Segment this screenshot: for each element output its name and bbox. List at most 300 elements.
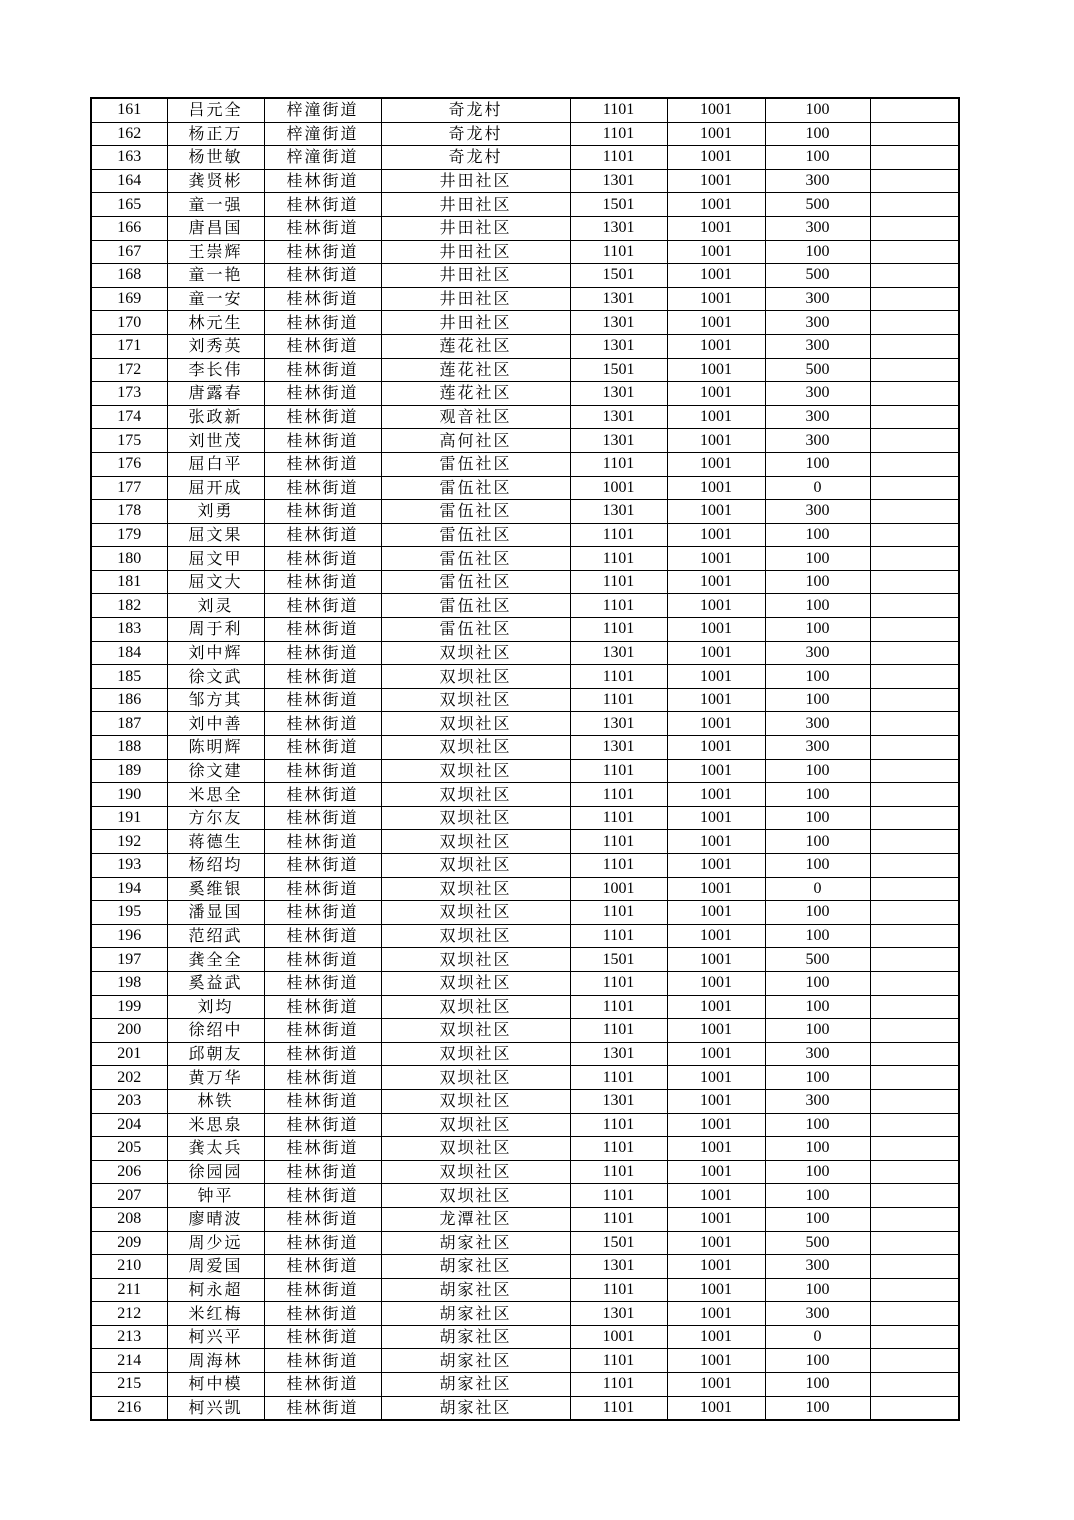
cell-name: 柯永超 [167,1278,264,1302]
cell-remark [870,830,959,854]
cell-community: 双坝社区 [381,1042,570,1066]
cell-code-b: 1001 [667,358,765,382]
cell-name: 潘显国 [167,901,264,925]
cell-code-a: 1101 [570,806,667,830]
cell-remark [870,995,959,1019]
cell-community: 雷伍社区 [381,618,570,642]
cell-code-b: 1001 [667,1042,765,1066]
cell-street: 桂林街道 [264,1396,381,1420]
cell-name: 钟平 [167,1184,264,1208]
cell-name: 童一安 [167,287,264,311]
cell-no: 188 [91,736,167,760]
cell-remark [870,806,959,830]
cell-community: 井田社区 [381,311,570,335]
cell-remark [870,1231,959,1255]
cell-amount: 100 [765,830,870,854]
cell-code-a: 1101 [570,901,667,925]
cell-code-a: 1301 [570,382,667,406]
cell-code-a: 1101 [570,594,667,618]
cell-name: 王崇辉 [167,240,264,264]
cell-code-b: 1001 [667,452,765,476]
cell-community: 胡家社区 [381,1255,570,1279]
cell-code-a: 1101 [570,783,667,807]
cell-code-b: 1001 [667,547,765,571]
cell-code-a: 1101 [570,547,667,571]
table-row [91,594,959,618]
table-row [91,1278,959,1302]
cell-street: 桂林街道 [264,1255,381,1279]
cell-code-b: 1001 [667,98,765,122]
cell-community: 胡家社区 [381,1278,570,1302]
cell-amount: 100 [765,1207,870,1231]
cell-name: 方尔友 [167,806,264,830]
cell-amount: 0 [765,877,870,901]
table-row [91,1019,959,1043]
table-row [91,877,959,901]
table-row [91,830,959,854]
table-row [91,1113,959,1137]
cell-amount: 100 [765,122,870,146]
cell-code-b: 1001 [667,122,765,146]
cell-amount: 500 [765,264,870,288]
table-row [91,1325,959,1349]
cell-no: 187 [91,712,167,736]
cell-street: 桂林街道 [264,476,381,500]
cell-amount: 300 [765,712,870,736]
cell-community: 井田社区 [381,216,570,240]
cell-no: 192 [91,830,167,854]
table-row [91,476,959,500]
cell-remark [870,1113,959,1137]
cell-community: 双坝社区 [381,783,570,807]
cell-no: 165 [91,193,167,217]
cell-no: 161 [91,98,167,122]
cell-name: 刘中善 [167,712,264,736]
table-row [91,971,959,995]
cell-remark [870,382,959,406]
cell-remark [870,287,959,311]
cell-remark [870,1160,959,1184]
cell-name: 林元生 [167,311,264,335]
cell-code-b: 1001 [667,405,765,429]
cell-amount: 100 [765,1137,870,1161]
cell-name: 陈明辉 [167,736,264,760]
cell-name: 杨世敏 [167,146,264,170]
cell-remark [870,924,959,948]
cell-amount: 500 [765,948,870,972]
cell-remark [870,1042,959,1066]
cell-amount: 100 [765,570,870,594]
cell-no: 180 [91,547,167,571]
cell-no: 191 [91,806,167,830]
table-row [91,1042,959,1066]
cell-code-a: 1101 [570,1278,667,1302]
cell-community: 双坝社区 [381,830,570,854]
table-row [91,287,959,311]
cell-name: 屈开成 [167,476,264,500]
cell-community: 雷伍社区 [381,523,570,547]
table-row [91,901,959,925]
table-row [91,1373,959,1397]
cell-remark [870,1325,959,1349]
cell-amount: 100 [765,1019,870,1043]
cell-no: 186 [91,688,167,712]
cell-code-a: 1101 [570,924,667,948]
table-row [91,736,959,760]
cell-code-b: 1001 [667,854,765,878]
cell-code-b: 1001 [667,1113,765,1137]
cell-name: 吕元全 [167,98,264,122]
table-row [91,547,959,571]
cell-amount: 100 [765,240,870,264]
table-row [91,429,959,453]
cell-name: 黄万华 [167,1066,264,1090]
cell-amount: 100 [765,783,870,807]
cell-name: 柯兴凯 [167,1396,264,1420]
cell-amount: 300 [765,1255,870,1279]
cell-community: 双坝社区 [381,736,570,760]
cell-code-b: 1001 [667,594,765,618]
cell-no: 173 [91,382,167,406]
cell-remark [870,240,959,264]
cell-name: 杨绍均 [167,854,264,878]
cell-street: 桂林街道 [264,783,381,807]
cell-street: 梓潼街道 [264,122,381,146]
cell-amount: 100 [765,854,870,878]
cell-code-a: 1101 [570,523,667,547]
cell-name: 童一艳 [167,264,264,288]
cell-code-a: 1101 [570,1137,667,1161]
cell-amount: 100 [765,618,870,642]
cell-community: 双坝社区 [381,806,570,830]
cell-street: 桂林街道 [264,594,381,618]
cell-street: 桂林街道 [264,452,381,476]
cell-amount: 300 [765,311,870,335]
cell-street: 桂林街道 [264,877,381,901]
cell-no: 171 [91,334,167,358]
cell-community: 双坝社区 [381,1160,570,1184]
cell-no: 175 [91,429,167,453]
cell-street: 桂林街道 [264,712,381,736]
cell-name: 童一强 [167,193,264,217]
cell-community: 双坝社区 [381,1066,570,1090]
cell-code-a: 1001 [570,476,667,500]
cell-community: 胡家社区 [381,1373,570,1397]
cell-street: 桂林街道 [264,240,381,264]
cell-street: 桂林街道 [264,1373,381,1397]
cell-remark [870,1373,959,1397]
cell-community: 奇龙村 [381,122,570,146]
cell-amount: 100 [765,1066,870,1090]
cell-community: 双坝社区 [381,1019,570,1043]
cell-code-a: 1301 [570,1089,667,1113]
cell-community: 双坝社区 [381,665,570,689]
cell-code-a: 1101 [570,1160,667,1184]
cell-amount: 100 [765,971,870,995]
cell-code-b: 1001 [667,1373,765,1397]
cell-amount: 100 [765,901,870,925]
cell-amount: 100 [765,547,870,571]
cell-community: 双坝社区 [381,641,570,665]
cell-code-a: 1301 [570,500,667,524]
cell-name: 奚维银 [167,877,264,901]
cell-name: 唐露春 [167,382,264,406]
cell-no: 203 [91,1089,167,1113]
table-row [91,995,959,1019]
cell-community: 奇龙村 [381,98,570,122]
cell-code-b: 1001 [667,618,765,642]
cell-name: 屈文果 [167,523,264,547]
cell-amount: 300 [765,1042,870,1066]
cell-street: 桂林街道 [264,334,381,358]
cell-name: 屈文甲 [167,547,264,571]
cell-amount: 300 [765,287,870,311]
cell-amount: 100 [765,146,870,170]
cell-code-a: 1301 [570,1302,667,1326]
table-row [91,240,959,264]
cell-code-b: 1001 [667,476,765,500]
table-row [91,1302,959,1326]
cell-no: 162 [91,122,167,146]
cell-code-b: 1001 [667,948,765,972]
cell-code-a: 1101 [570,1184,667,1208]
cell-no: 184 [91,641,167,665]
cell-street: 桂林街道 [264,358,381,382]
table-row [91,806,959,830]
cell-community: 双坝社区 [381,1089,570,1113]
cell-name: 周少远 [167,1231,264,1255]
cell-community: 莲花社区 [381,334,570,358]
cell-no: 198 [91,971,167,995]
cell-amount: 0 [765,476,870,500]
cell-amount: 100 [765,523,870,547]
table-row [91,523,959,547]
cell-remark [870,1396,959,1420]
cell-code-b: 1001 [667,1089,765,1113]
cell-code-a: 1101 [570,146,667,170]
cell-remark [870,193,959,217]
cell-name: 范绍武 [167,924,264,948]
cell-street: 桂林街道 [264,1137,381,1161]
cell-code-a: 1501 [570,948,667,972]
cell-community: 双坝社区 [381,971,570,995]
table-row [91,193,959,217]
cell-street: 桂林街道 [264,830,381,854]
cell-name: 徐文武 [167,665,264,689]
cell-no: 170 [91,311,167,335]
table-row [91,334,959,358]
cell-code-a: 1301 [570,712,667,736]
cell-code-b: 1001 [667,1278,765,1302]
cell-code-b: 1001 [667,240,765,264]
cell-code-a: 1301 [570,216,667,240]
cell-code-a: 1501 [570,264,667,288]
cell-remark [870,594,959,618]
cell-amount: 100 [765,452,870,476]
table-row [91,146,959,170]
cell-code-b: 1001 [667,500,765,524]
cell-name: 周海林 [167,1349,264,1373]
cell-street: 桂林街道 [264,665,381,689]
cell-name: 张政新 [167,405,264,429]
cell-code-b: 1001 [667,736,765,760]
cell-name: 邹方其 [167,688,264,712]
table-row [91,122,959,146]
cell-amount: 100 [765,1349,870,1373]
cell-community: 观音社区 [381,405,570,429]
data-sheet [90,97,960,1421]
cell-code-a: 1001 [570,1325,667,1349]
cell-community: 双坝社区 [381,877,570,901]
cell-code-a: 1101 [570,452,667,476]
table-row [91,500,959,524]
cell-code-b: 1001 [667,146,765,170]
cell-code-a: 1301 [570,311,667,335]
cell-amount: 300 [765,736,870,760]
cell-code-a: 1001 [570,877,667,901]
cell-no: 195 [91,901,167,925]
table-row [91,382,959,406]
cell-name: 刘勇 [167,500,264,524]
cell-code-a: 1501 [570,193,667,217]
cell-code-b: 1001 [667,688,765,712]
cell-no: 185 [91,665,167,689]
cell-code-b: 1001 [667,924,765,948]
table-row [91,1089,959,1113]
table-row [91,1137,959,1161]
cell-remark [870,759,959,783]
cell-community: 双坝社区 [381,854,570,878]
cell-code-a: 1301 [570,287,667,311]
cell-code-a: 1101 [570,995,667,1019]
cell-amount: 300 [765,405,870,429]
cell-street: 桂林街道 [264,570,381,594]
cell-name: 唐昌国 [167,216,264,240]
cell-amount: 300 [765,500,870,524]
cell-street: 桂林街道 [264,806,381,830]
table-body [91,98,959,1420]
cell-code-a: 1101 [570,1019,667,1043]
cell-remark [870,641,959,665]
table-row [91,1160,959,1184]
cell-remark [870,688,959,712]
cell-street: 桂林街道 [264,1184,381,1208]
cell-community: 双坝社区 [381,901,570,925]
cell-remark [870,429,959,453]
cell-street: 桂林街道 [264,995,381,1019]
cell-street: 桂林街道 [264,382,381,406]
cell-street: 桂林街道 [264,1278,381,1302]
table-row [91,358,959,382]
cell-community: 奇龙村 [381,146,570,170]
cell-remark [870,264,959,288]
cell-name: 杨正万 [167,122,264,146]
cell-code-a: 1301 [570,334,667,358]
cell-code-a: 1501 [570,1231,667,1255]
cell-street: 桂林街道 [264,264,381,288]
cell-name: 廖晴波 [167,1207,264,1231]
cell-code-a: 1101 [570,830,667,854]
cell-no: 168 [91,264,167,288]
cell-no: 182 [91,594,167,618]
cell-code-b: 1001 [667,169,765,193]
cell-community: 双坝社区 [381,948,570,972]
cell-no: 194 [91,877,167,901]
cell-street: 桂林街道 [264,759,381,783]
table-row [91,216,959,240]
cell-code-a: 1101 [570,618,667,642]
cell-code-b: 1001 [667,216,765,240]
cell-remark [870,948,959,972]
cell-community: 胡家社区 [381,1231,570,1255]
cell-code-b: 1001 [667,382,765,406]
cell-no: 215 [91,1373,167,1397]
cell-community: 双坝社区 [381,1137,570,1161]
cell-amount: 100 [765,594,870,618]
cell-code-b: 1001 [667,1231,765,1255]
cell-community: 胡家社区 [381,1325,570,1349]
cell-code-b: 1001 [667,1302,765,1326]
table-row [91,854,959,878]
cell-code-a: 1301 [570,429,667,453]
cell-no: 208 [91,1207,167,1231]
cell-code-a: 1101 [570,665,667,689]
cell-remark [870,1184,959,1208]
cell-community: 双坝社区 [381,712,570,736]
cell-community: 井田社区 [381,287,570,311]
cell-no: 216 [91,1396,167,1420]
cell-name: 龚全全 [167,948,264,972]
cell-remark [870,1255,959,1279]
cell-no: 176 [91,452,167,476]
cell-amount: 300 [765,1302,870,1326]
cell-code-b: 1001 [667,665,765,689]
cell-amount: 100 [765,1184,870,1208]
cell-code-b: 1001 [667,1396,765,1420]
cell-remark [870,98,959,122]
table-row [91,688,959,712]
table-row [91,948,959,972]
cell-street: 桂林街道 [264,193,381,217]
cell-street: 桂林街道 [264,500,381,524]
cell-code-b: 1001 [667,570,765,594]
table-row [91,618,959,642]
cell-code-a: 1101 [570,1113,667,1137]
cell-name: 米红梅 [167,1302,264,1326]
cell-remark [870,1137,959,1161]
cell-street: 桂林街道 [264,547,381,571]
cell-amount: 100 [765,1373,870,1397]
cell-remark [870,334,959,358]
cell-code-a: 1301 [570,405,667,429]
cell-community: 雷伍社区 [381,594,570,618]
cell-remark [870,358,959,382]
cell-remark [870,712,959,736]
cell-code-a: 1101 [570,759,667,783]
cell-amount: 300 [765,169,870,193]
cell-street: 桂林街道 [264,1042,381,1066]
cell-name: 徐绍中 [167,1019,264,1043]
cell-no: 183 [91,618,167,642]
cell-code-b: 1001 [667,429,765,453]
cell-code-b: 1001 [667,1255,765,1279]
cell-amount: 100 [765,1160,870,1184]
cell-street: 桂林街道 [264,854,381,878]
cell-community: 莲花社区 [381,358,570,382]
cell-street: 桂林街道 [264,1160,381,1184]
cell-no: 178 [91,500,167,524]
cell-code-b: 1001 [667,712,765,736]
